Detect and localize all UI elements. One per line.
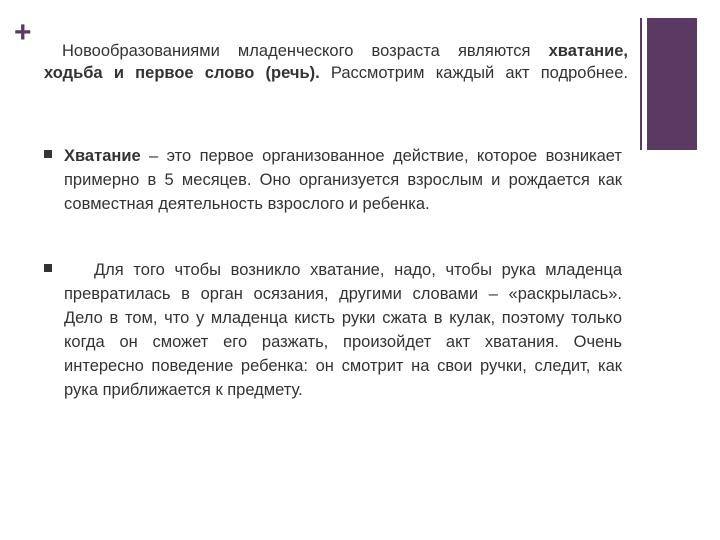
accent-line — [640, 18, 642, 150]
item-body: Для того чтобы возникло хватание, надо, чтобы рука младенца превратилась в орган осязания, другими словами – «раскрылась». Дело в том, что у младенца кисть руки сжата в кулак, поэтому только когда он сможет его разжать, произойдет акт хватания. Очень интересно поведение ребенка: он смотрит на свои ручки, следит, как рука приближается к предмету. — [64, 261, 622, 399]
list-item-text — [64, 144, 622, 216]
plus-icon: + — [14, 16, 32, 49]
list-item-text — [64, 258, 622, 402]
item-body: – это первое организованное действие, которое возникает примерно в 5 месяцев. Оно организуется взрослым и рождается как совместная деятельность взрослого и ребенка. — [64, 147, 622, 213]
intro-lead: Новообразованиями младенческого возраста являются — [62, 42, 549, 60]
item-term: Хватание — [64, 147, 141, 165]
intro-tail: Рассмотрим каждый акт подробнее. — [330, 64, 628, 82]
list-item — [44, 258, 622, 402]
accent-bar — [647, 18, 697, 150]
intro-paragraph — [44, 40, 628, 84]
bullet-icon — [44, 150, 52, 158]
intro-bold: хватание, ходьба и первое слово (речь). — [44, 42, 628, 82]
bullet-icon — [44, 264, 52, 272]
list-item — [44, 144, 622, 216]
